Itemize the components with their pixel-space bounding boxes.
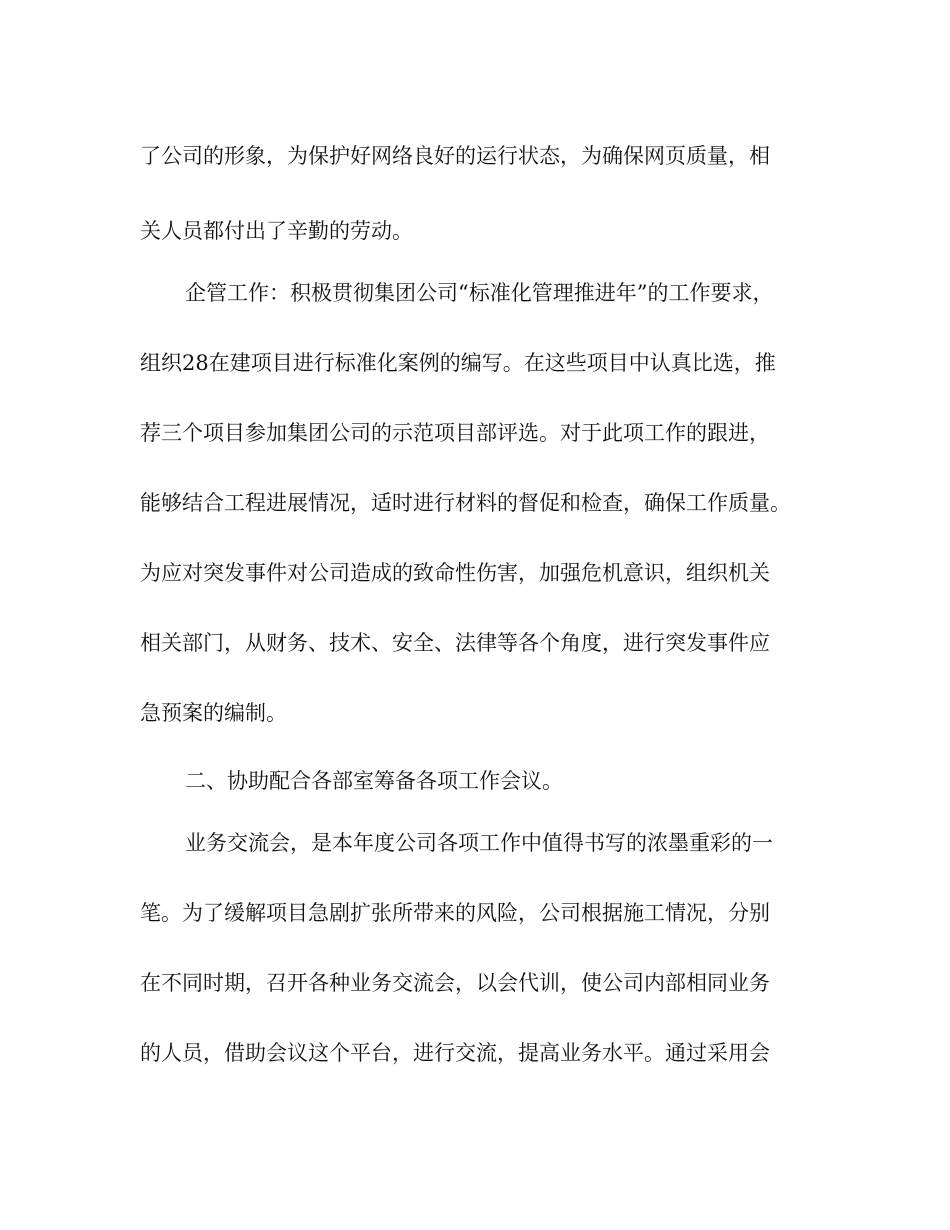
text-line: 的人员，借助会议这个平台，进行交流，提高业务水平。通过采用会	[140, 1041, 770, 1065]
text-line: 荐三个项目参加集团公司的示范项目部评选。对于此项工作的跟进，	[140, 421, 770, 445]
text-line: 在不同时期，召开各种业务交流会，以会代训，使公司内部相同业务	[140, 971, 770, 995]
section-heading: 二、协助配合各部室筹备各项工作会议。	[185, 769, 563, 793]
text-line: 急预案的编制。	[140, 701, 287, 725]
paragraph-start: 业务交流会，是本年度公司各项工作中值得书写的浓墨重彩的一	[185, 831, 773, 855]
text-line: 能够结合工程进展情况，适时进行材料的督促和检查，确保工作质量。	[140, 491, 791, 515]
paragraph-start: 企管工作：积极贯彻集团公司“标准化管理推进年”的工作要求，	[185, 281, 774, 305]
text-line: 笔。为了缓解项目急剧扩张所带来的风险，公司根据施工情况，分别	[140, 901, 770, 925]
text-line: 相关部门，从财务、技术、安全、法律等各个角度，进行突发事件应	[140, 631, 770, 655]
text-line: 为应对突发事件对公司造成的致命性伤害，加强危机意识，组织机关	[140, 561, 770, 585]
text-line: 关人员都付出了辛勤的劳动。	[140, 219, 413, 243]
text-line: 组织28在建项目进行标准化案例的编写。在这些项目中认真比选，推	[140, 351, 776, 375]
text-line: 了公司的形象，为保护好网络良好的运行状态，为确保网页质量，相	[140, 144, 770, 168]
